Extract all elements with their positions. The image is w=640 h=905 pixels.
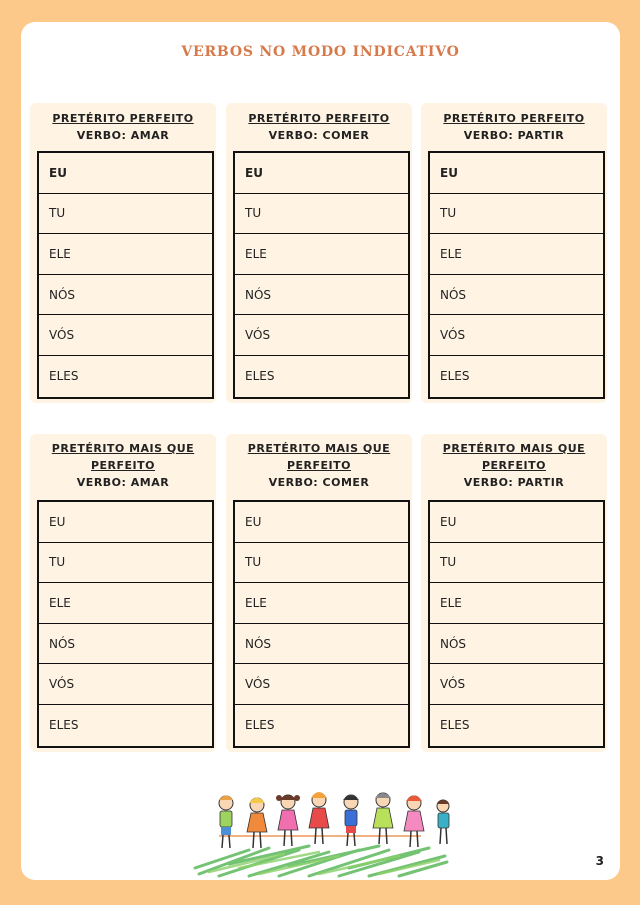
- conjugation-table: [428, 151, 605, 399]
- conjugation-card-perfeito-partir: [421, 103, 607, 403]
- table-row[interactable]: TU: [235, 543, 408, 584]
- table-row[interactable]: ELE: [430, 234, 603, 275]
- table-row[interactable]: ELE: [235, 234, 408, 275]
- page-title: VERBOS NO MODO INDICATIVO: [181, 44, 460, 60]
- table-row[interactable]: VÓS: [430, 315, 603, 356]
- table-row[interactable]: ELE: [430, 583, 603, 624]
- card-header: [421, 103, 607, 144]
- card-heading-line2: PERFEITO: [90, 459, 156, 472]
- table-row[interactable]: ELE: [235, 583, 408, 624]
- conjugation-table: [233, 500, 410, 748]
- table-row[interactable]: VÓS: [235, 664, 408, 705]
- card-header: [30, 103, 216, 144]
- table-row[interactable]: VÓS: [39, 315, 212, 356]
- table-row[interactable]: ELE: [39, 583, 212, 624]
- table-row[interactable]: NÓS: [235, 624, 408, 665]
- card-verb: VERBO: COMER: [268, 129, 370, 142]
- table-row[interactable]: ELES: [440, 718, 470, 733]
- table-row[interactable]: ELES: [245, 369, 275, 384]
- card-header: [226, 434, 412, 491]
- table-row[interactable]: EU: [39, 153, 212, 194]
- conjugation-card-mais-que-perfeito-comer: [226, 434, 412, 752]
- table-row[interactable]: ELES: [440, 369, 470, 384]
- card-verb: VERBO: PARTIR: [463, 129, 565, 142]
- card-header: [421, 434, 607, 491]
- table-row[interactable]: VÓS: [430, 664, 603, 705]
- card-verb: VERBO: AMAR: [76, 476, 170, 489]
- conjugation-table: [428, 500, 605, 748]
- table-row[interactable]: EU: [235, 502, 408, 543]
- card-heading-line2: PERFEITO: [481, 459, 547, 472]
- table-row[interactable]: NÓS: [39, 624, 212, 665]
- table-row[interactable]: EU: [430, 502, 603, 543]
- conjugation-card-mais-que-perfeito-partir: [421, 434, 607, 752]
- table-row[interactable]: EU: [430, 153, 603, 194]
- conjugation-table: [37, 151, 214, 399]
- conjugation-table: [37, 500, 214, 748]
- card-header: [226, 103, 412, 144]
- page-number: 3: [595, 854, 604, 868]
- card-heading: PRETÉRITO PERFEITO: [52, 112, 194, 125]
- children-holding-hands-icon: [189, 786, 451, 878]
- table-row[interactable]: NÓS: [430, 275, 603, 316]
- conjugation-table: [233, 151, 410, 399]
- table-row[interactable]: ELES: [245, 718, 275, 733]
- table-row[interactable]: ELES: [49, 369, 79, 384]
- table-row[interactable]: TU: [235, 194, 408, 235]
- table-row[interactable]: ELE: [39, 234, 212, 275]
- table-row[interactable]: VÓS: [235, 315, 408, 356]
- table-row[interactable]: ELES: [49, 718, 79, 733]
- table-row[interactable]: TU: [430, 543, 603, 584]
- card-heading-line1: PRETÉRITO MAIS QUE: [247, 442, 391, 455]
- card-verb: VERBO: AMAR: [76, 129, 170, 142]
- table-row[interactable]: NÓS: [235, 275, 408, 316]
- card-header: [30, 434, 216, 491]
- table-row[interactable]: EU: [235, 153, 408, 194]
- table-row[interactable]: EU: [39, 502, 212, 543]
- table-row[interactable]: VÓS: [39, 664, 212, 705]
- card-heading: PRETÉRITO PERFEITO: [443, 112, 585, 125]
- card-verb: VERBO: PARTIR: [463, 476, 565, 489]
- conjugation-card-perfeito-comer: [226, 103, 412, 403]
- card-heading: PRETÉRITO PERFEITO: [248, 112, 390, 125]
- card-verb: VERBO: COMER: [268, 476, 370, 489]
- card-heading-line1: PRETÉRITO MAIS QUE: [51, 442, 195, 455]
- conjugation-card-mais-que-perfeito-amar: [30, 434, 216, 752]
- table-row[interactable]: TU: [430, 194, 603, 235]
- table-row[interactable]: NÓS: [39, 275, 212, 316]
- card-heading-line2: PERFEITO: [286, 459, 352, 472]
- table-row[interactable]: TU: [39, 194, 212, 235]
- table-row[interactable]: NÓS: [430, 624, 603, 665]
- conjugation-card-perfeito-amar: [30, 103, 216, 403]
- card-heading-line1: PRETÉRITO MAIS QUE: [442, 442, 586, 455]
- worksheet-page: [21, 22, 620, 880]
- table-row[interactable]: TU: [39, 543, 212, 584]
